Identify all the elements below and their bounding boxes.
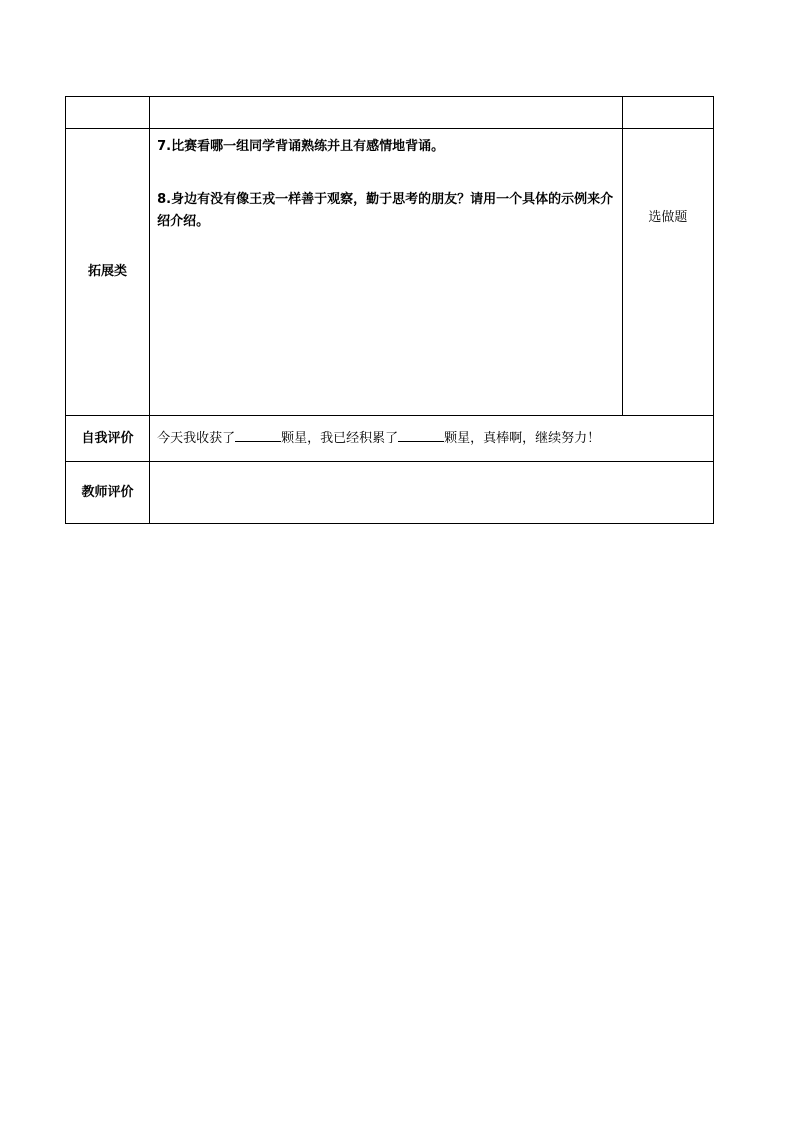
teacher-eval-label: 教师评价 [66,462,150,524]
extension-questions [150,129,623,416]
optional-note: 选做题 [622,129,713,416]
evaluation-table [65,96,714,524]
extension-label: 拓展类 [66,129,150,416]
self-eval-part3: 颗星，真棒啊，继续努力！ [444,431,601,446]
star-blank-today [235,429,281,442]
self-eval-label: 自我评价 [66,416,150,462]
self-eval-row [66,416,714,462]
star-blank-total [398,429,444,442]
extension-row [66,129,714,416]
blank-cell [66,97,150,129]
blank-cell [150,97,623,129]
question-7: 7.比赛看哪一组同学背诵熟练并且有感情地背诵。 [157,139,445,154]
self-eval-text [150,416,714,462]
header-blank-row [66,97,714,129]
blank-cell [622,97,713,129]
self-eval-part1: 今天我收获了 [157,431,236,446]
question-8: 8.身边有没有像王戎一样善于观察，勤于思考的朋友？请用一个具体的示例来介绍介绍。 [157,192,614,229]
teacher-eval-content [150,462,714,524]
teacher-eval-row [66,462,714,524]
self-eval-part2: 颗星，我已经积累了 [281,431,399,446]
